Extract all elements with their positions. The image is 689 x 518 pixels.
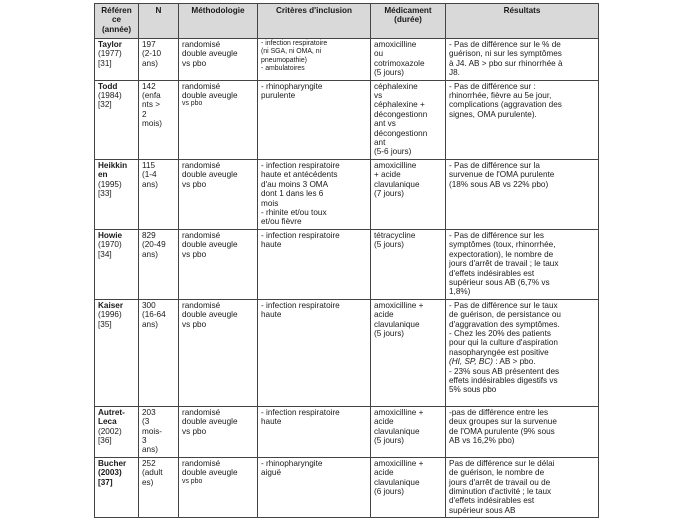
cell-methodology: randomisé double aveugle vs pbo (179, 229, 258, 299)
cell-n: 829 (20-49 ans) (139, 229, 179, 299)
cell-inclusion-criteria: - infection respiratoire haute (258, 229, 371, 299)
cell-n: 115 (1-4 ans) (139, 159, 179, 229)
cell-n: 252 (adult es) (139, 457, 179, 517)
header-methodology: Méthodologie (179, 4, 258, 39)
table-row (95, 159, 599, 229)
cell-reference: Autret- Leca (2002) [36] (95, 406, 139, 457)
cell-results: Pas de différence sur le délai de guérison, le nombre de jours d'arrêt de travail ou de diminution d'activité ; le taux d'effets indésirables est supérieur sous AB (446, 457, 599, 517)
table-row (95, 229, 599, 299)
cell-results: - Pas de différence sur les symptômes (toux, rhinorrhée, expectoration), le nombre de jours d'arrêt de travail ; le taux d'effets indésirables est supérieur sous AB (6,7% vs 1,8%) (446, 229, 599, 299)
header-n: N (139, 4, 179, 39)
studies-table (94, 3, 599, 518)
header-reference: Référen ce (année) (95, 4, 139, 39)
cell-reference: Bucher (2003) [37] (95, 457, 139, 517)
cell-drug: amoxicilline + acide clavulanique (6 jours) (371, 457, 446, 517)
cell-methodology: randomisé double aveugle vs pbo (179, 80, 258, 159)
cell-drug: amoxicilline + acide clavulanique (7 jours) (371, 159, 446, 229)
cell-reference: Heikkin en (1995) [33] (95, 159, 139, 229)
cell-drug: tétracycline (5 jours) (371, 229, 446, 299)
cell-inclusion-criteria: - infection respiratoire haute (258, 406, 371, 457)
cell-reference: Todd (1984) [32] (95, 80, 139, 159)
cell-methodology: randomisé double aveugle vs pbo (179, 159, 258, 229)
cell-results: - Pas de différence sur : rhinorrhée, fièvre au 5e jour, complications (aggravation des signes, OMA purulente). (446, 80, 599, 159)
cell-reference: Howie (1970) [34] (95, 229, 139, 299)
studies-table-container (94, 3, 598, 518)
cell-methodology: randomisé double aveugle vs pbo (179, 406, 258, 457)
cell-inclusion-criteria: - infection respiratoire haute (258, 299, 371, 406)
cell-results: - Pas de différence sur le taux de guérison, de persistance ou d'aggravation des symptômes. - Chez les 20% des patients pour qui la culture d'aspiration nasopharyngée est positive (HI, SP, BC) : AB > pbo. - 23% sous AB présentent des effets indésirables digestifs vs 5% sous pbo (446, 299, 599, 406)
cell-methodology: randomisé double aveugle vs pbo (179, 457, 258, 517)
cell-n: 197 (2-10 ans) (139, 39, 179, 81)
cell-drug: amoxicilline ou cotrimoxazole (5 jours) (371, 39, 446, 81)
cell-results: -pas de différence entre les deux groupes sur la survenue de l'OMA purulente (9% sous AB vs 16,2% pbo) (446, 406, 599, 457)
cell-drug: céphalexine vs céphalexine + décongestionn ant vs décongestionn ant (5-6 jours) (371, 80, 446, 159)
header-inclusion-criteria: Critères d'inclusion (258, 4, 371, 39)
header-drug: Médicament (durée) (371, 4, 446, 39)
table-row (95, 299, 599, 406)
cell-n: 300 (16-64 ans) (139, 299, 179, 406)
table-row (95, 406, 599, 457)
table-row (95, 39, 599, 81)
cell-inclusion-criteria: - rhinopharyngite aiguë (258, 457, 371, 517)
cell-methodology: randomisé double aveugle vs pbo (179, 299, 258, 406)
table-row (95, 80, 599, 159)
cell-results: - Pas de différence sur le % de guérison, ni sur les symptômes à J4. AB > pbo sur rhinorrhée à J8. (446, 39, 599, 81)
cell-inclusion-criteria: - infection respiratoire (ni SGA, ni OMA, ni pneumopathie) - ambulatoires (258, 39, 371, 81)
cell-inclusion-criteria: - infection respiratoire haute et antécédents d'au moins 3 OMA dont 1 dans les 6 mois - rhinite et/ou toux et/ou fièvre (258, 159, 371, 229)
cell-drug: amoxicilline + acide clavulanique (5 jours) (371, 406, 446, 457)
cell-reference: Kaiser (1996) [35] (95, 299, 139, 406)
cell-methodology: randomisé double aveugle vs pbo (179, 39, 258, 81)
cell-n: 142 (enfa nts > 2 mois) (139, 80, 179, 159)
cell-drug: amoxicilline + acide clavulanique (5 jours) (371, 299, 446, 406)
header-results: Résultats (446, 4, 599, 39)
table-header-row (95, 4, 599, 39)
cell-inclusion-criteria: - rhinopharyngite purulente (258, 80, 371, 159)
table-row (95, 457, 599, 517)
cell-n: 203 (3 mois- 3 ans) (139, 406, 179, 457)
cell-results: - Pas de différence sur la survenue de l'OMA purulente (18% sous AB vs 22% pbo) (446, 159, 599, 229)
cell-reference: Taylor (1977) [31] (95, 39, 139, 81)
